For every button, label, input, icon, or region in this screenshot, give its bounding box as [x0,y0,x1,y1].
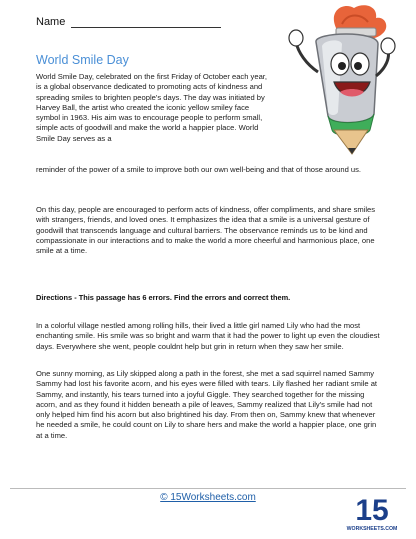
name-label: Name [36,16,66,28]
story-paragraph-1: In a colorful village nestled among rolling hills, their lived a little girl named Lily who had the most enchanting smile. His smile was so bright and warm that it had the power to light up even the cloudiest days. Everywhere she went, people couldnt help but grin in return when they saw her smile. [36,321,380,351]
logo-text: WORKSHEETS.COM [346,526,398,532]
directions-text: Directions - This passage has 6 errors. Find the errors and correct them. [36,293,291,302]
page-title: World Smile Day [36,53,129,67]
smiling-pencil-mascot-icon [278,2,398,157]
name-blank-line[interactable] [71,18,221,28]
logo-number: 15 [355,494,389,527]
name-field [36,16,221,28]
intro-paragraph-part-2: reminder of the power of a smile to improve both our own well-being and that of those around us. [36,165,362,174]
second-paragraph: On this day, people are encouraged to perform acts of kindness, offer compliments, and share smiles with strangers, friends, and loved ones. It emphasizes the idea that a smile is a universal gesture of goodwill that transcends language and cultural barriers. The observance reminds us to be kind and compassionate in our interactions and to make the world a more cheerful and harmonious place, one smile at a time. [36,205,376,256]
story-paragraph-2: One sunny morning, as Lily skipped along a path in the forest, she met a sad squirrel named Sammy Sammy had lost his favorite acorn, and his eyes were filled with tears. Lily flashed her radiant smile at Sammy, and instantly, his tears turned into a joyful Giggle. They searched together for the missing acorn, and as they found it hidden beneath a pile of leaves, Sammy realized that Lily's smile had not only helped him find his acorn but also brightined his day. From then on, Sammy knew that whenever he needed a smile, he could count on Lily to share hers and make the world a happier place, one grin at a time. [36,369,378,440]
15worksheets-logo-icon [346,490,398,534]
copyright-link[interactable]: © 15Worksheets.com [160,492,256,503]
intro-paragraph-part-1: World Smile Day, celebrated on the first Friday of October each year, is a global observance dedicated to promoting acts of kindness and spreading smiles to brighten people's days. The day was initiated by Harvey Ball, the artist who created the iconic yellow smiley face symbol in 1963. His aim was to encourage people to perform small, simple acts of goodwill and make the world a happier place. World Smile Day serves as a [36,72,268,143]
footer-divider [10,488,406,489]
